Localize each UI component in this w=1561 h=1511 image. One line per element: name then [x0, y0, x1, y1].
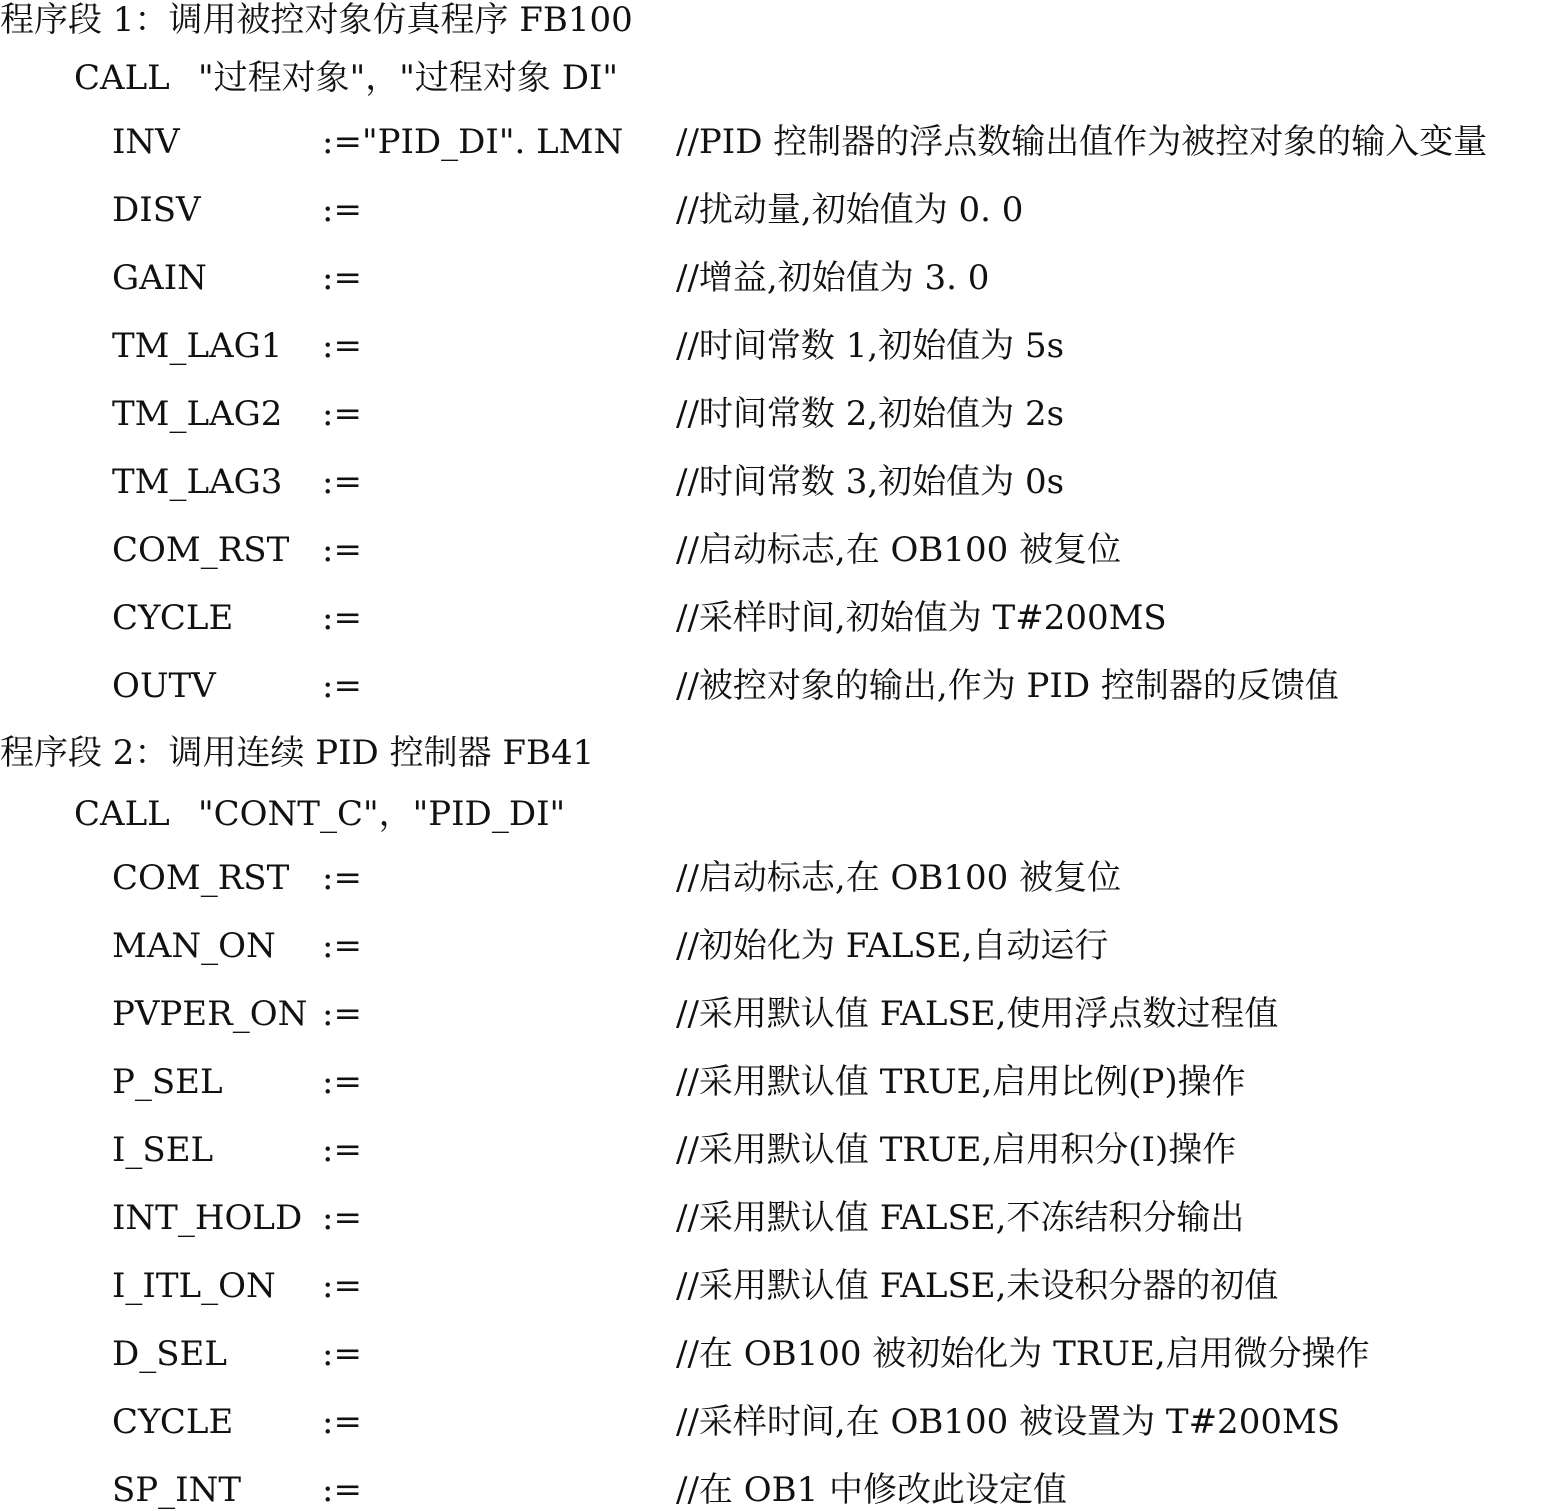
param-row — [0, 1062, 1561, 1102]
param-comment: //采样时间,在 OB100 被设置为 T#200MS — [676, 1402, 1341, 1442]
param-name: P_SEL — [112, 1062, 223, 1102]
param-comment: //采用默认值 FALSE,不冻结积分输出 — [676, 1198, 1245, 1238]
param-name: TM_LAG3 — [112, 462, 283, 502]
param-comment: //采用默认值 FALSE,使用浮点数过程值 — [676, 994, 1279, 1034]
param-comment: //时间常数 1,初始值为 5s — [676, 326, 1065, 366]
param-comment: //时间常数 2,初始值为 2s — [676, 394, 1065, 434]
call-args: "CONT_C"，"PID_DI" — [198, 794, 566, 834]
param-row — [0, 122, 1561, 162]
call-args: "过程对象"，"过程对象 DI" — [198, 58, 619, 98]
param-row — [0, 666, 1561, 706]
param-assign: := — [322, 394, 362, 434]
segment1-heading: 程序段 1：调用被控对象仿真程序 FB100 — [0, 0, 633, 40]
param-name: TM_LAG2 — [112, 394, 283, 434]
param-row — [0, 994, 1561, 1034]
param-assign: :="PID_DI". LMN — [322, 122, 624, 162]
param-row — [0, 190, 1561, 230]
param-row — [0, 1266, 1561, 1306]
param-name: INT_HOLD — [112, 1198, 303, 1238]
param-name: PVPER_ON — [112, 994, 308, 1034]
param-name: MAN_ON — [112, 926, 276, 966]
param-assign: := — [322, 462, 362, 502]
param-name: CYCLE — [112, 598, 234, 638]
segment1-call — [74, 58, 618, 98]
call-keyword: CALL — [74, 794, 170, 834]
param-name: INV — [112, 122, 180, 162]
param-name: I_SEL — [112, 1130, 214, 1170]
param-row — [0, 1130, 1561, 1170]
param-comment: //被控对象的输出,作为 PID 控制器的反馈值 — [676, 666, 1339, 706]
param-row — [0, 926, 1561, 966]
param-assign: := — [322, 994, 362, 1034]
param-comment: //初始化为 FALSE,自动运行 — [676, 926, 1109, 966]
param-row — [0, 1198, 1561, 1238]
call-keyword: CALL — [74, 58, 170, 98]
param-name: GAIN — [112, 258, 207, 298]
param-assign: := — [322, 666, 362, 706]
param-assign: := — [322, 858, 362, 898]
segment2-heading: 程序段 2：调用连续 PID 控制器 FB41 — [0, 733, 595, 773]
param-assign: := — [322, 1334, 362, 1374]
param-row — [0, 858, 1561, 898]
param-assign: := — [322, 598, 362, 638]
param-comment: //采用默认值 FALSE,未设积分器的初值 — [676, 1266, 1279, 1306]
param-comment: //PID 控制器的浮点数输出值作为被控对象的输入变量 — [676, 122, 1488, 162]
segment2-call — [74, 794, 565, 834]
param-assign: := — [322, 1402, 362, 1442]
param-assign: := — [322, 190, 362, 230]
param-comment: //采样时间,初始值为 T#200MS — [676, 598, 1167, 638]
param-name: OUTV — [112, 666, 216, 706]
param-assign: := — [322, 1198, 362, 1238]
param-name: DISV — [112, 190, 201, 230]
param-name: D_SEL — [112, 1334, 227, 1374]
param-comment: //启动标志,在 OB100 被复位 — [676, 858, 1122, 898]
param-row — [0, 462, 1561, 502]
param-comment: //启动标志,在 OB100 被复位 — [676, 530, 1122, 570]
param-assign: := — [322, 1130, 362, 1170]
param-row — [0, 394, 1561, 434]
param-comment: //在 OB1 中修改此设定值 — [676, 1470, 1068, 1510]
param-row — [0, 258, 1561, 298]
param-name: TM_LAG1 — [112, 326, 283, 366]
param-comment: //扰动量,初始值为 0. 0 — [676, 190, 1024, 230]
param-row — [0, 598, 1561, 638]
param-name: I_ITL_ON — [112, 1266, 276, 1306]
param-assign: := — [322, 1266, 362, 1306]
param-comment: //采用默认值 TRUE,启用比例(P)操作 — [676, 1062, 1246, 1102]
param-name: COM_RST — [112, 530, 290, 570]
param-name: COM_RST — [112, 858, 290, 898]
param-assign: := — [322, 258, 362, 298]
param-comment: //增益,初始值为 3. 0 — [676, 258, 990, 298]
param-assign: := — [322, 926, 362, 966]
param-row — [0, 1402, 1561, 1442]
param-assign: := — [322, 1470, 362, 1510]
param-comment: //在 OB100 被初始化为 TRUE,启用微分操作 — [676, 1334, 1370, 1374]
param-name: SP_INT — [112, 1470, 242, 1510]
param-assign: := — [322, 326, 362, 366]
param-comment: //采用默认值 TRUE,启用积分(I)操作 — [676, 1130, 1237, 1170]
param-assign: := — [322, 530, 362, 570]
param-row — [0, 1470, 1561, 1510]
param-name: CYCLE — [112, 1402, 234, 1442]
param-comment: //时间常数 3,初始值为 0s — [676, 462, 1065, 502]
param-assign: := — [322, 1062, 362, 1102]
param-row — [0, 530, 1561, 570]
param-row — [0, 1334, 1561, 1374]
param-row — [0, 326, 1561, 366]
